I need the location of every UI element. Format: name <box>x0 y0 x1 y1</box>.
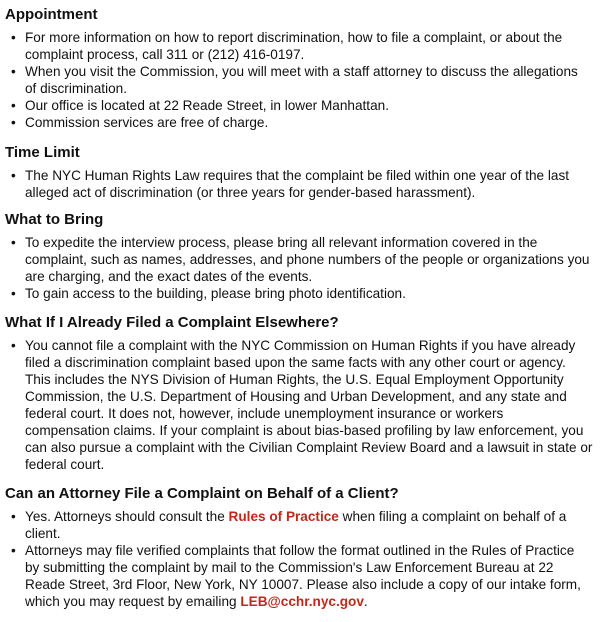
list-item-text: complaint, such as names, addresses, and phone numbers of the people or organizations you <box>25 252 590 267</box>
list-item-text: Attorneys may file verified complaints that follow the format outlined in the Rules of Practice <box>25 543 575 558</box>
rules-of-practice-link[interactable]: Rules of Practice <box>228 509 339 524</box>
list-item <box>5 114 600 131</box>
bullet-icon: • <box>11 543 16 558</box>
bullet-list <box>5 167 600 201</box>
list-item <box>5 285 600 302</box>
section-appointment <box>5 5 600 131</box>
section-filed-elsewhere <box>5 313 600 473</box>
list-item <box>5 234 600 285</box>
section-attorney <box>5 484 600 610</box>
section-heading: Can an Attorney File a Complaint on Behalf of a Client? <box>5 485 399 502</box>
list-item-text: client. <box>25 526 61 541</box>
bullet-icon: • <box>11 115 16 130</box>
bullet-icon: • <box>11 286 16 301</box>
list-item <box>5 167 600 201</box>
bullet-icon: • <box>11 30 16 45</box>
bullet-list <box>5 337 600 473</box>
list-item <box>5 508 600 542</box>
list-item-text: filed a discrimination complaint based upon the same facts with any other court or agency. <box>25 355 566 370</box>
list-item-text: To gain access to the building, please bring photo identification. <box>25 286 406 301</box>
bullet-list <box>5 29 600 131</box>
list-item-text: federal court. <box>25 457 105 472</box>
list-item-text: To expedite the interview process, please bring all relevant information covered in the <box>25 235 538 250</box>
list-item <box>5 542 600 610</box>
list-item-text: When you visit the Commission, you will meet with a staff attorney to discuss the allegations <box>25 64 578 79</box>
bullet-icon: • <box>11 64 16 79</box>
list-item-text: federal court. It does not, however, include unemployment insurance or workers <box>25 406 504 421</box>
bullet-icon: • <box>11 235 16 250</box>
section-heading: What If I Already Filed a Complaint Elsewhere? <box>5 314 339 331</box>
bullet-icon: • <box>11 509 16 524</box>
text-span: when filing a complaint on behalf of a <box>338 509 567 524</box>
list-item-text: of discrimination. <box>25 81 127 96</box>
list-item-text: complaint process, call 311 or (212) 416-0197. <box>25 47 305 62</box>
bullet-list <box>5 234 600 302</box>
list-item-text: Commission, the U.S. Department of Housing and Urban Development, and any state and <box>25 389 567 404</box>
list-item <box>5 63 600 97</box>
text-span: which you may request by emailing <box>25 594 241 609</box>
text-span: Yes. Attorneys should consult the <box>25 509 229 524</box>
section-time-limit <box>5 143 600 201</box>
text-span: . <box>363 594 368 609</box>
list-item-text: This includes the NYS Division of Human Rights, the U.S. Equal Employment Opportunity <box>25 372 564 387</box>
list-item-text: Reade Street, 3rd Floor, New York, NY 10007. Please also include a copy of our intake form, <box>25 577 581 592</box>
bullet-icon: • <box>11 98 16 113</box>
list-item <box>5 97 600 114</box>
list-item <box>5 337 600 473</box>
section-heading: Appointment <box>5 6 98 23</box>
bullet-icon: • <box>11 338 16 353</box>
bullet-list <box>5 508 600 610</box>
list-item <box>5 29 600 63</box>
list-item-text: Commission services are free of charge. <box>25 115 269 130</box>
section-heading: What to Bring <box>5 211 104 228</box>
list-item-text: compensation claims. If your complaint is about bias-based profiling by law enforcement, you <box>25 423 584 438</box>
list-item-text: Our office is located at 22 Reade Street, in lower Manhattan. <box>25 98 389 113</box>
list-item-text <box>25 508 600 525</box>
list-item-text: alleged act of discrimination (or three years for gender-based harassment). <box>25 185 476 200</box>
list-item-text: You cannot file a complaint with the NYC Commission on Human Rights if you have already <box>25 338 576 353</box>
email-link[interactable]: LEB@cchr.nyc.gov <box>240 594 364 609</box>
list-item-text: For more information on how to report discrimination, how to file a complaint, or about the <box>25 30 563 45</box>
list-item-text <box>25 593 600 610</box>
section-what-to-bring <box>5 210 600 302</box>
bullet-icon: • <box>11 168 16 183</box>
list-item-text: The NYC Human Rights Law requires that the complaint be filed within one year of the last <box>25 168 570 183</box>
list-item-text: can also pursue a complaint with the Civilian Complaint Review Board and a lawsuit in state or <box>25 440 593 455</box>
list-item-text: are charging, and the exact dates of the events. <box>25 269 313 284</box>
section-heading: Time Limit <box>5 144 80 161</box>
list-item-text: by submitting the complaint by mail to the Commission's Law Enforcement Bureau at 22 <box>25 560 554 575</box>
